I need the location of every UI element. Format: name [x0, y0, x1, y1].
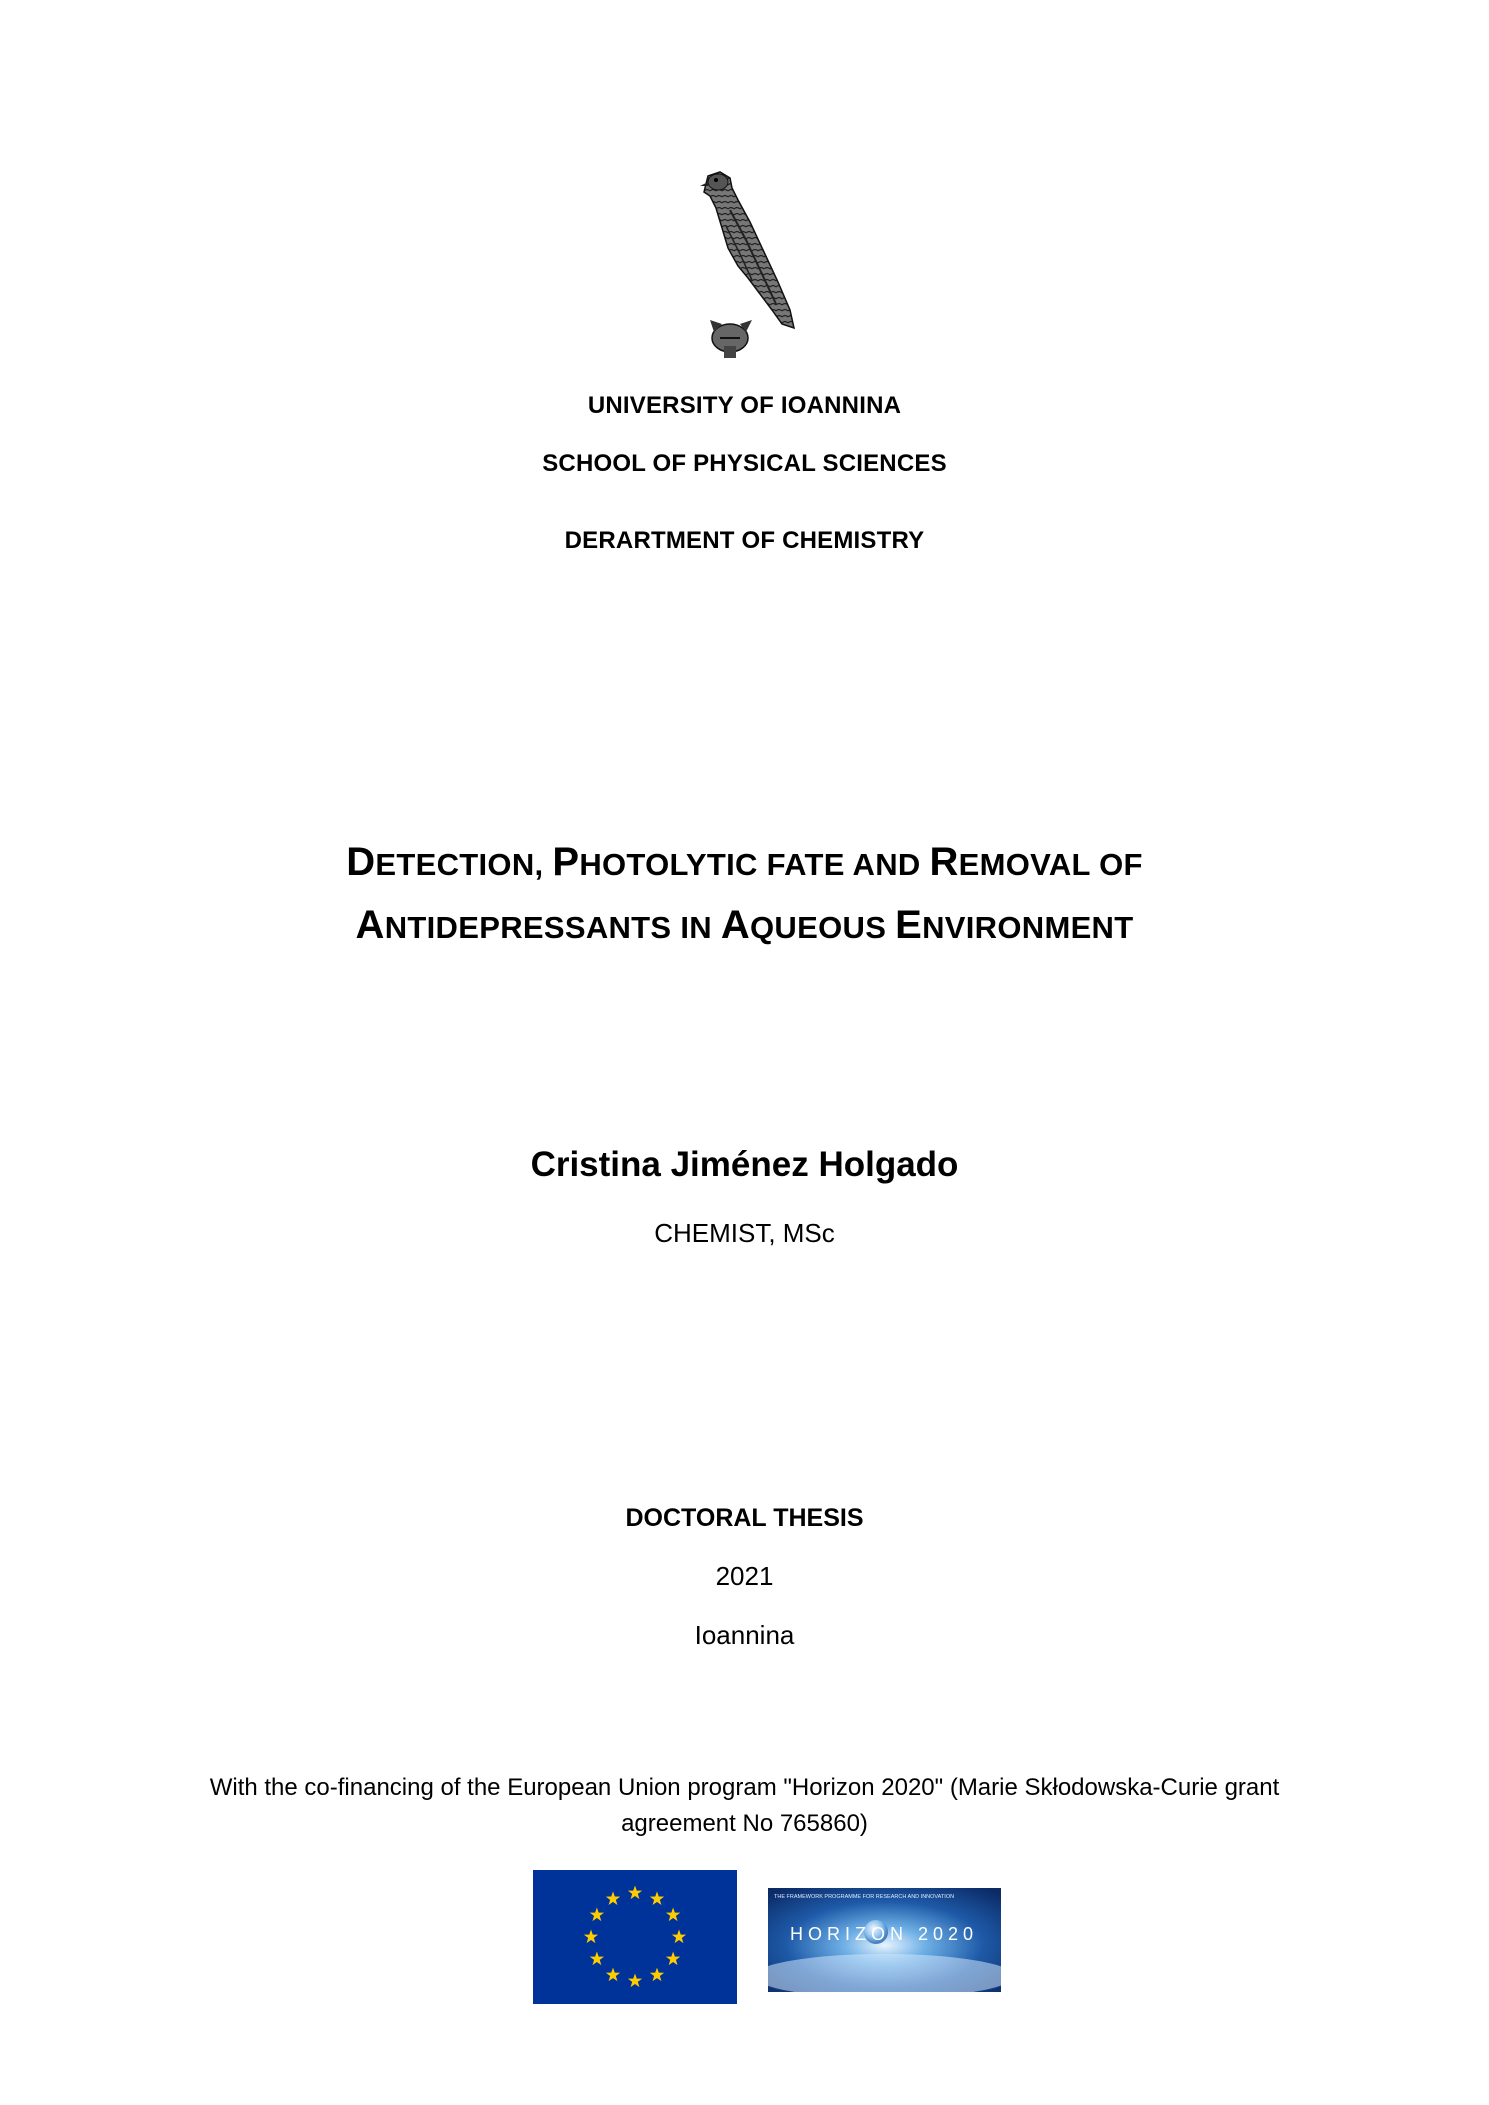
owl-emblem-icon — [686, 170, 798, 360]
funding-line-2: agreement No 765860) — [621, 1810, 868, 1837]
school-name: SCHOOL OF PHYSICAL SCIENCES — [542, 450, 947, 477]
title-line-2: ANTIDEPRESSANTS IN AQUEOUS ENVIRONMENT — [355, 903, 1134, 947]
horizon-logo-subtitle: THE FRAMEWORK PROGRAMME FOR RESEARCH AND INNOVATION — [774, 1894, 955, 1900]
author-degree: CHEMIST, MSc — [654, 1218, 835, 1248]
thesis-type: DOCTORAL THESIS — [625, 1504, 864, 1532]
horizon-2020-logo — [768, 1888, 1001, 1992]
department-name: DERARTMENT OF CHEMISTRY — [564, 527, 925, 554]
author-name: Cristina Jiménez Holgado — [530, 1145, 959, 1184]
horizon-logo-text: HORIZON 2020 — [789, 1924, 979, 1944]
thesis-title — [0, 832, 1489, 958]
funding-statement — [150, 1770, 1339, 1842]
eu-flag-icon — [533, 1870, 737, 2004]
thesis-city: Ioannina — [694, 1620, 795, 1650]
thesis-year: 2021 — [715, 1561, 774, 1591]
funding-line-1: With the co-financing of the European Union program "Horizon 2020" (Marie Skłodowska-Curie grant — [209, 1774, 1280, 1801]
title-line-1: DETECTION, PHOTOLYTIC FATE AND REMOVAL OF — [346, 840, 1143, 884]
university-name: UNIVERSITY OF IOANNINA — [587, 392, 902, 419]
